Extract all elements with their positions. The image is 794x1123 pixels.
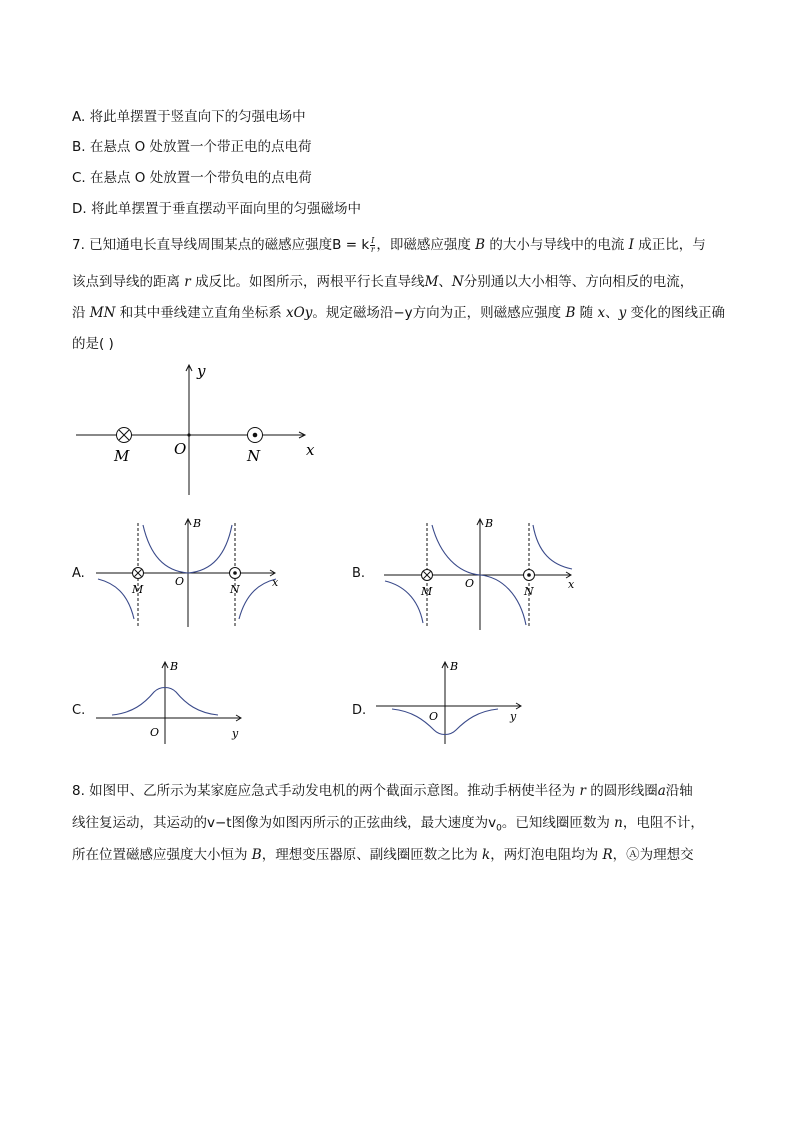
option-c-graph xyxy=(92,658,252,748)
svg-text:y: y xyxy=(510,710,517,723)
svg-text:O: O xyxy=(465,577,475,590)
svg-text:B: B xyxy=(170,660,179,673)
option-a-label: A. xyxy=(72,566,85,581)
svg-text:x: x xyxy=(568,578,575,591)
svg-text:B: B xyxy=(193,517,202,530)
option-c-q6: C. 在悬点 O 处放置一个带负电的点电荷 xyxy=(72,170,312,186)
axis-label-y: y xyxy=(197,362,206,380)
svg-text:M: M xyxy=(421,585,433,598)
q8-line-1: 8. 如图甲、乙所示为某家庭应急式手动发电机的两个截面示意图。推动手柄使半径为 r 的圆形线圈a沿轴 xyxy=(72,783,693,799)
main-figure xyxy=(70,360,330,500)
q7-line-2: 该点到导线的距离 r 成反比。如图所示，两根平行长直导线M、N分别通以大小相等、方向相反的电流， xyxy=(72,274,694,290)
q8-line-3: 所在位置磁感应强度大小恒为 B，理想变压器原、副线圈匝数之比为 k，两灯泡电阻均为 R，Ⓐ为理想交 xyxy=(72,847,694,863)
svg-text:y: y xyxy=(232,727,239,740)
label-m: M xyxy=(114,447,130,465)
origin-label: O xyxy=(174,440,187,458)
svg-text:O: O xyxy=(175,575,185,588)
option-d-graph xyxy=(372,658,532,748)
svg-text:N: N xyxy=(524,585,534,598)
q7-line-1: 7. 已知通电长直导线周围某点的磁感应强度B = k $\frac{I}{r}$ ，即磁感应强度 B 的大小与导线中的电流 I 成正比，与 xyxy=(72,235,706,254)
option-d-q6: D. 将此单摆置于垂直摆动平面向里的匀强磁场中 xyxy=(72,201,361,217)
q7-line-4: 的是( ) xyxy=(72,336,114,352)
option-d-label: D. xyxy=(352,703,367,718)
q8-line-2: 线往复运动，其运动的v−t图像为如图丙所示的正弦曲线，最大速度为$v_0$。已知线圈匝数为 n，电阻不计， xyxy=(72,815,704,834)
svg-text:x: x xyxy=(272,576,279,589)
svg-text:B: B xyxy=(485,517,494,530)
option-b-graph xyxy=(380,515,580,635)
option-b-q6: B. 在悬点 O 处放置一个带正电的点电荷 xyxy=(72,139,312,155)
option-a-q6: A. 将此单摆置于竖直向下的匀强电场中 xyxy=(72,109,306,125)
axis-label-x: x xyxy=(306,441,315,459)
svg-text:N: N xyxy=(230,583,240,596)
svg-text:B: B xyxy=(450,660,459,673)
fraction-i-over-r: $\frac{I}{r}$ xyxy=(370,235,375,254)
svg-text:O: O xyxy=(150,726,160,739)
option-a-graph xyxy=(92,515,292,635)
svg-text:M: M xyxy=(132,583,144,596)
label-n: N xyxy=(247,447,261,465)
q7-line-3: 沿 MN 和其中垂线建立直角坐标系 xOy。规定磁场沿−y方向为正，则磁感应强度 B 随 x、y 变化的图线正确 xyxy=(72,305,726,321)
svg-text:O: O xyxy=(429,710,439,723)
option-c-label: C. xyxy=(72,703,86,718)
option-b-label: B. xyxy=(352,566,366,581)
